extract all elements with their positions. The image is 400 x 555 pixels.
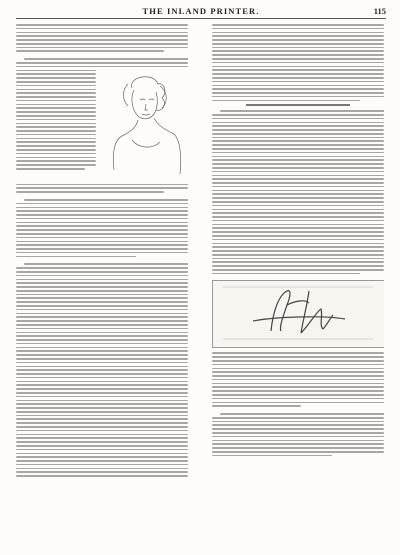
text-block [16, 24, 188, 67]
page-number: 115 [373, 6, 386, 16]
portrait-sketch-illustration [102, 70, 188, 178]
monogram-illustration [212, 280, 384, 348]
text-block [16, 184, 188, 477]
left-column [16, 24, 188, 547]
section-heading [246, 104, 349, 106]
text-block [212, 24, 384, 274]
script-monogram-icon [213, 281, 383, 345]
wrapped-text [16, 70, 96, 172]
right-column [212, 24, 384, 547]
portrait-wrap [16, 70, 188, 182]
text-block [212, 352, 384, 456]
journal-title: THE INLAND PRINTER. [142, 6, 260, 16]
running-header [16, 6, 386, 19]
